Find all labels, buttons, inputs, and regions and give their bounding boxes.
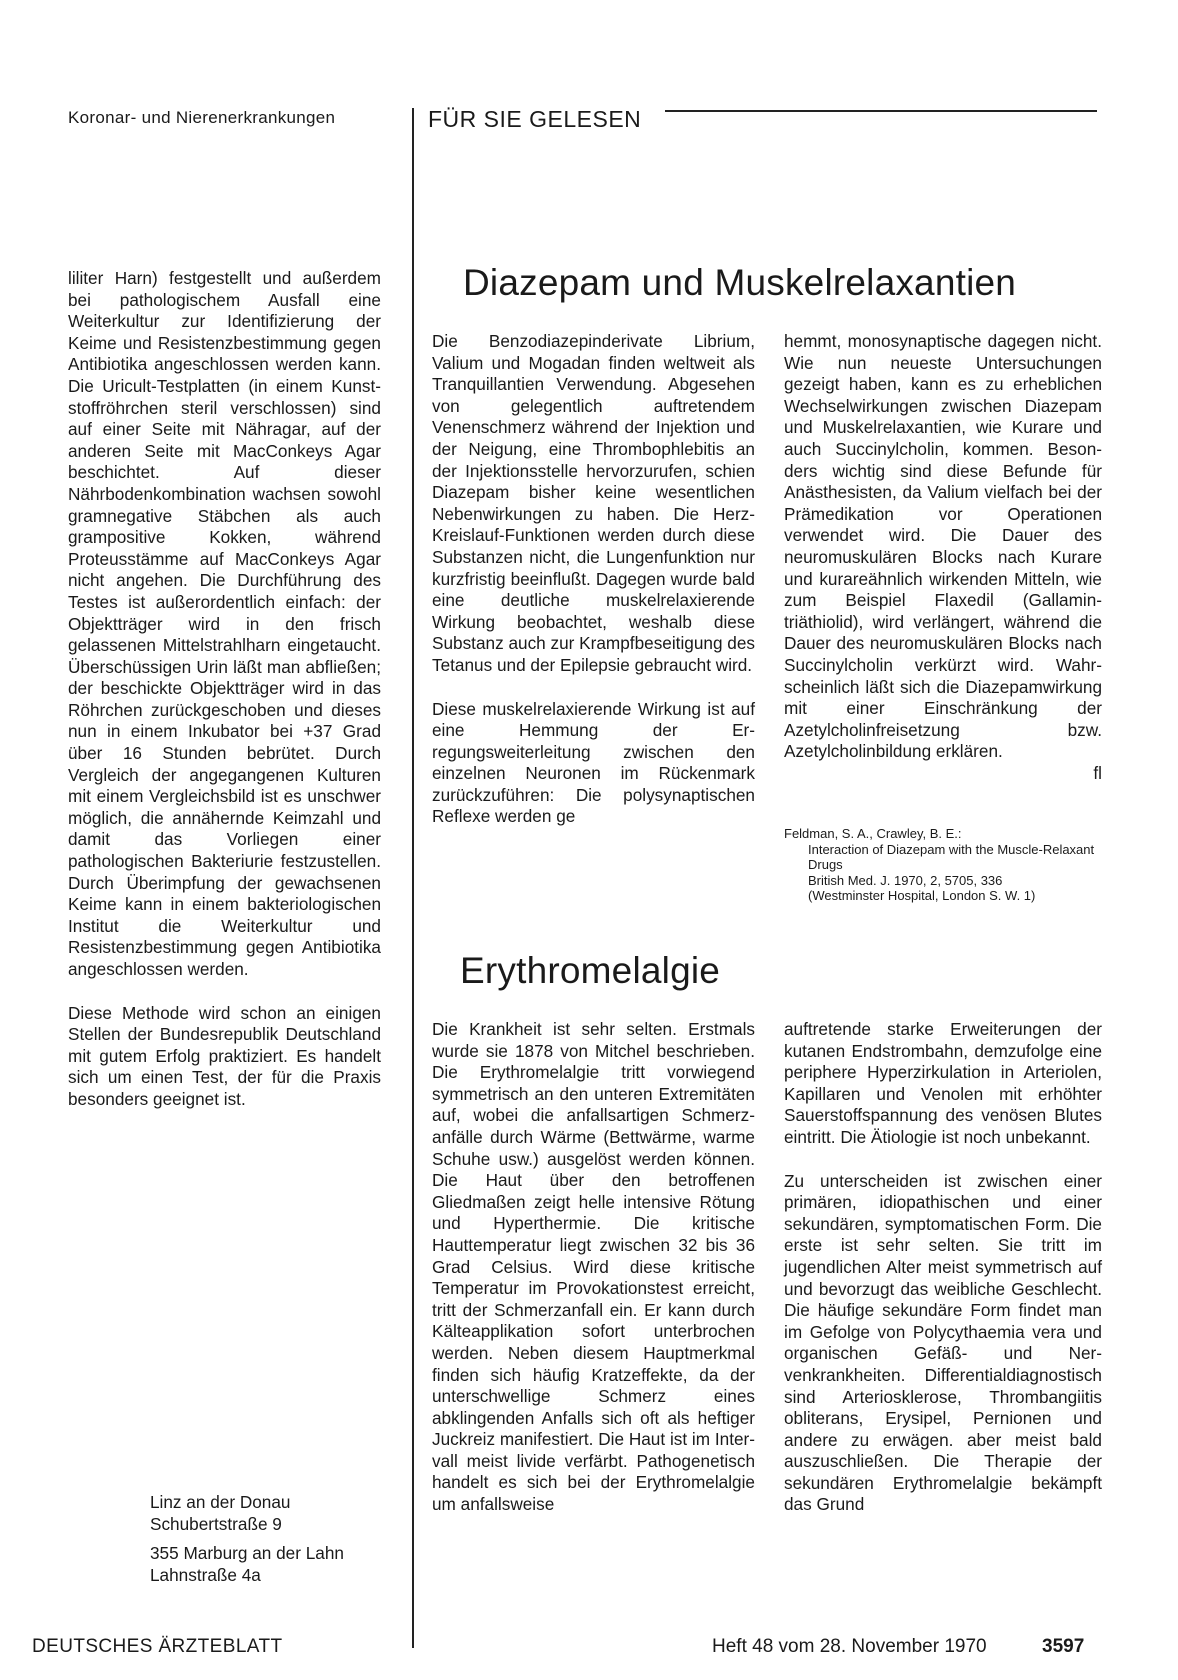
address-line: Linz an der Donau Schubertstraße 9 (150, 1492, 291, 1534)
author-address (150, 1492, 380, 1586)
footer-issue: Heft 48 vom 28. November 1970 (712, 1636, 987, 1657)
article-title-erythromelalgie: Erythromelalgie (460, 950, 721, 991)
author-initials: fl (1093, 762, 1102, 783)
article1-column1 (432, 331, 755, 828)
article-paragraph: auftretende starke Erweiterungen der kutanen Endstrombahn, demzufolge eine periphere Hyperzirkulation in Arteriolen, Kapillaren und Venolen mit erhöhter Sauerstoffspannung des venösen Blutes eintritt. Die Ätiologie ist noch unbekannt. (784, 1019, 1102, 1147)
reference-institution: (Westminster Hospital, London S. W. 1) (808, 888, 1036, 903)
left-column (68, 268, 381, 1111)
footer-journal: DEUTSCHES ÄRZTEBLATT (32, 1636, 283, 1657)
article-paragraph: Zu unterscheiden ist zwischen einer primären, idiopathischen und einer sekundären, symptomatischen Form. Die erste ist sehr selten. Sie tritt im jugendlichen Alter meist symmetrisch auf und bevorzugt das weibliche Geschlecht. Die häufige sekundäre Form findet man im Gefolge von Polycythaemia vera und organischen Gefäß- und Nervenkrankheiten. Differentialdiagnostisch sind Arteriosklerose, Thrombangiitis obliterans, Erysipel, Pernionen und andere zu erwägen. aber meist bald auszuschließen. Die Therapie der sekundären Erythromelalgie bekämpft das Grund (784, 1170, 1102, 1515)
article-title-diazepam: Diazepam und Muskelrelaxantien (463, 262, 1017, 303)
article1-column2 (784, 331, 1102, 784)
section-title: FÜR SIE GELESEN (428, 106, 642, 132)
reference-title: Interaction of Diazepam with the Muscle-Relaxant Drugs (808, 841, 1095, 872)
column-divider (412, 108, 414, 1648)
article-paragraph: Die Benzodiazepinderivate Librium, Valium und Mogadan finden weltweit als Tranquillantien Verwendung. Abgesehen von gelegentlich auftretendem Venenschmerz während der Injektion und der Neigung, eine Thrombophlebitis an der Injektionsstelle hervorzurufen, schien Diazepam bisher keine wesentlichen Nebenwirkungen zu haben. Die Herz-Kreislauf-Funktionen werden durch diese Substanzen nicht, die Lungenfunktion nur kurzfristig beeinflußt. Dagegen wurde bald eine deutliche muskelrelaxierende Wirkung beobachtet, weshalb diese Substanz auch zur Krampfbeseitigung des Tetanus und der Epilepsie gebraucht wird. (432, 331, 755, 675)
article-paragraph: Diese muskelrelaxierende Wirkung ist auf eine Hemmung der Erregungsweiterleitung zwischen den einzelnen Neuronen im Rückenmark zurückzuführen: Die polysynaptischen Reflexe werden ge (432, 698, 755, 827)
article2-column2 (784, 1019, 1102, 1516)
reference-authors: Feldman, S. A., Crawley, B. E.: (784, 826, 962, 841)
left-paragraph: Diese Methode wird schon an einigen Stellen der Bundesrepublik Deutschland mit gutem Erfolg praktiziert. Es handelt sich um einen Test, der für die Praxis besonders geeignet ist. (68, 1002, 381, 1109)
address-line: 355 Marburg an der Lahn Lahnstraße 4a (150, 1543, 344, 1585)
left-paragraph: liliter Harn) festgestellt und außerdem bei pathologischem Ausfall eine Weiterkultur zur Identifizierung der Keime und Resistenzbestimmung gegen Antibiotika angeschlossen werden kann. Die Uricult-Testplatten (in einem Kunststoffröhrchen steril verschlossen) sind auf einer Seite mit Nähragar, auf der anderen Seite mit MacConkeys Agar beschichtet. Auf dieser Nährbodenkombination wachsen sowohl gramnegative Stäbchen als auch grampositive Kokken, während Proteusstämme auf MacConkeys Agar nicht angehen. Die Durchführung des Testes ist außerordentlich einfach: der Objektträger wird in den frisch gelassenen Mittelstrahlharn eingetaucht. Überschüssigen Urin läßt man abfließen; der beschickte Objektträger wird in das Röhrchen zurückgeschoben und dieses nun in einem Inkubator bei +37 Grad über 16 Stunden bebrütet. Durch Vergleich der angegangenen Kulturen mit einem Vergleichsbild ist es unschwer möglich, die annähernde Keimzahl und damit das Vorliegen einer pathologischen Bakteriurie festzustellen. Durch Überimpfung der gewachsenen Keime kann in einem bakteriologischen Institut die Weiterkultur und Resistenzbestimmung gegen Antibiotika angeschlossen werden. (68, 268, 381, 979)
running-header: Koronar- und Nierenerkrankungen (68, 108, 336, 127)
article-paragraph: hemmt, monosynaptische dagegen nicht. Wie nun neueste Untersuchungen gezeigt haben, kann es zu erheblichen Wechselwirkungen zwischen Diazepam und Muskelrelaxantien, wie Kurare und auch Succinylcholin, kommen. Besonders wichtig sind diese Befunde für Anästhesisten, da Valium vielfach bei der Prämedikation vor Operationen verwendet wird. Die Dauer des neuromuskulären Blocks nach Kurare und kurareähnlich wirkenden Mitteln, wie zum Beispiel Flaxedil (Gallamin-triäthiolid), wird verlängert, während die Dauer des neuromuskulären Blocks nach Succinylcholin verkürzt wird. Wahrscheinlich läßt sich die Diazepamwirkung mit einer Einschränkung der Azetylcholinfreisetzung bzw. Azetylcholinbildung erklären. (784, 331, 1102, 762)
article2-column1 (432, 1019, 755, 1516)
article-paragraph: Die Krankheit ist sehr selten. Erstmals wurde sie 1878 von Mitchel beschrieben. Die Erythromelalgie tritt vorwiegend symmetrisch an den unteren Extremitäten auf, wobei die anfallsartigen Schmerzanfälle durch Wärme (Bettwärme, warme Schuhe usw.) ausgelöst werden können. Die Haut über den betroffenen Gliedmaßen zeigt helle intensive Rötung und Hyperthermie. Die kritische Hauttemperatur liegt zwischen 32 bis 36 Grad Celsius. Wird diese kritische Temperatur im Provokationstest erreicht, tritt der Schmerzanfall ein. Er kann durch Kälteapplikation sofort unterbrochen werden. Neben diesem Hauptmerkmal finden sich häufig Kratzeffekte, da der unterschwellige Schmerz eines abklingenden Anfalls sich oft als heftiger Juckreiz manifestiert. Die Haut ist im Intervall meist livide verfärbt. Pathogenetisch handelt es sich bei der Erythromelalgie um anfallsweise (432, 1019, 755, 1515)
reference-journal: British Med. J. 1970, 2, 5705, 336 (808, 872, 1003, 888)
page-number: 3597 (1042, 1636, 1085, 1657)
section-rule (665, 110, 1097, 112)
reference (784, 826, 1102, 904)
